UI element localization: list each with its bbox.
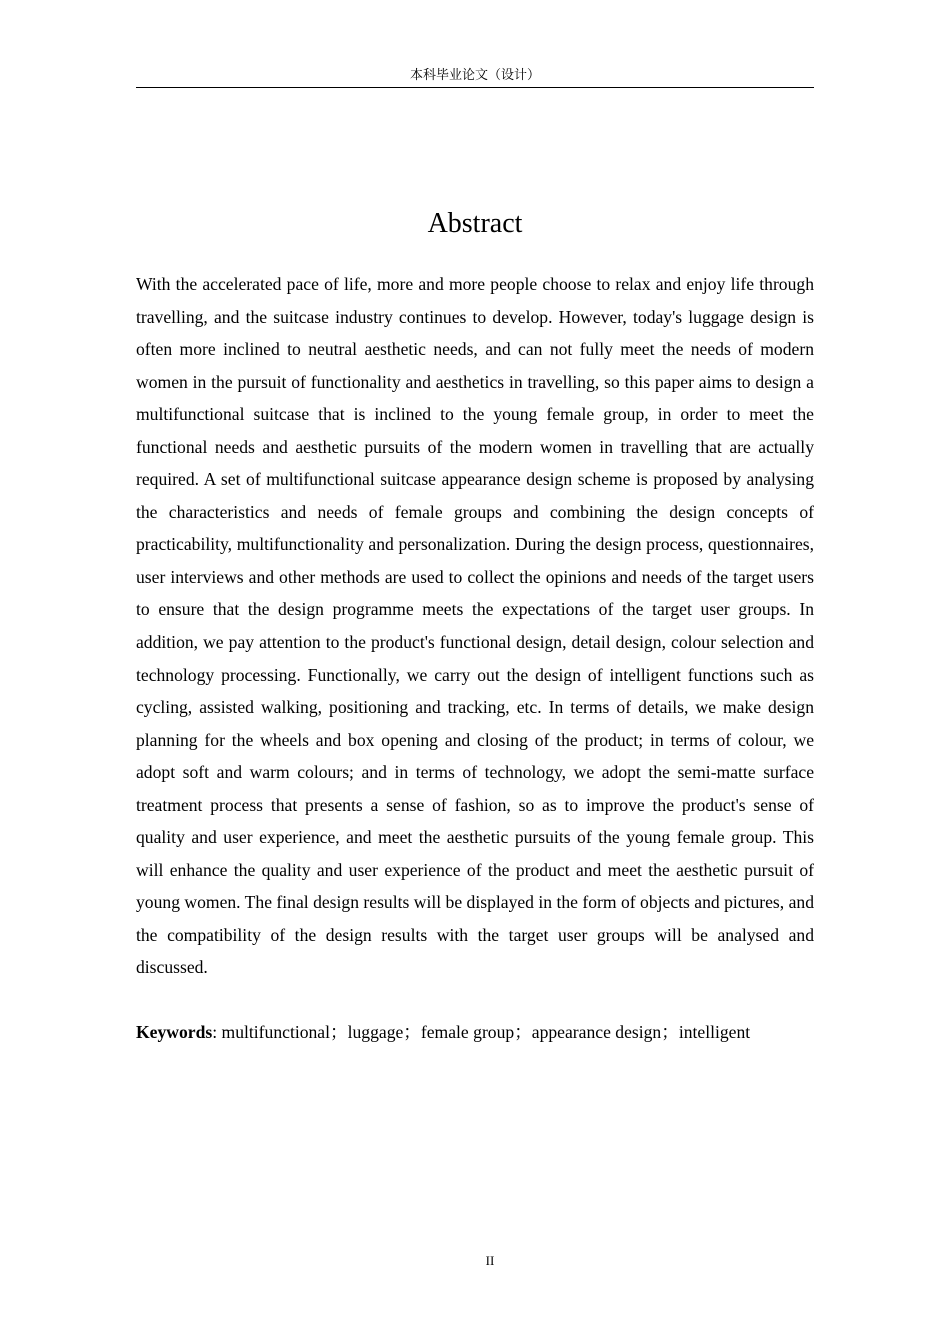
keywords-line [136,1016,814,1048]
keywords-label: Keywords [136,1022,213,1042]
page-number: II [485,1253,495,1268]
abstract-title: Abstract [427,208,523,239]
running-header [136,66,814,88]
running-header-text: 本科毕业论文（设计） [409,68,540,83]
keywords-text: multifunctional；luggage；female group；appearance design；intelligent [221,1022,751,1042]
abstract-body: With the accelerated pace of life, more and more people choose to relax and enjoy life through travelling, and the suitcase industry continues to develop. However, today's luggage design is often more inclined to neutral aesthetic needs, and can not fully meet the needs of modern women in the pursuit of functionality and aesthetics in travelling, so this paper aims to design a multifunctional suitcase that is inclined to the young female group, in order to meet the functional needs and aesthetic pursuits of the modern women in travelling that are actually required. A set of multifunctional suitcase appearance design scheme is proposed by analysing the characteristics and needs of female groups and combining the design concepts of practicability, multifunctionality and personalization. During the design process, questionnaires, user interviews and other methods are used to collect the opinions and needs of the target users to ensure that the design programme meets the expectations of the target user groups. In addition, we pay attention to the product's functional design, detail design, colour selection and technology processing. Functionally, we carry out the design of intelligent functions such as cycling, assisted walking, positioning and tracking, etc. In terms of details, we make design planning for the wheels and box opening and closing of the product; in terms of colour, we adopt soft and warm colours; and in terms of technology, we adopt the semi-matte surface treatment process that presents a sense of fashion, so as to improve the product's sense of quality and user experience, and meet the aesthetic pursuits of the young female group. This will enhance the quality and user experience of the product and meet the aesthetic pursuit of young women. The final design results will be displayed in the form of objects and pictures, and the compatibility of the design results with the target user groups will be analysed and discussed. [136,274,814,978]
keywords-separator: : [212,1022,222,1042]
